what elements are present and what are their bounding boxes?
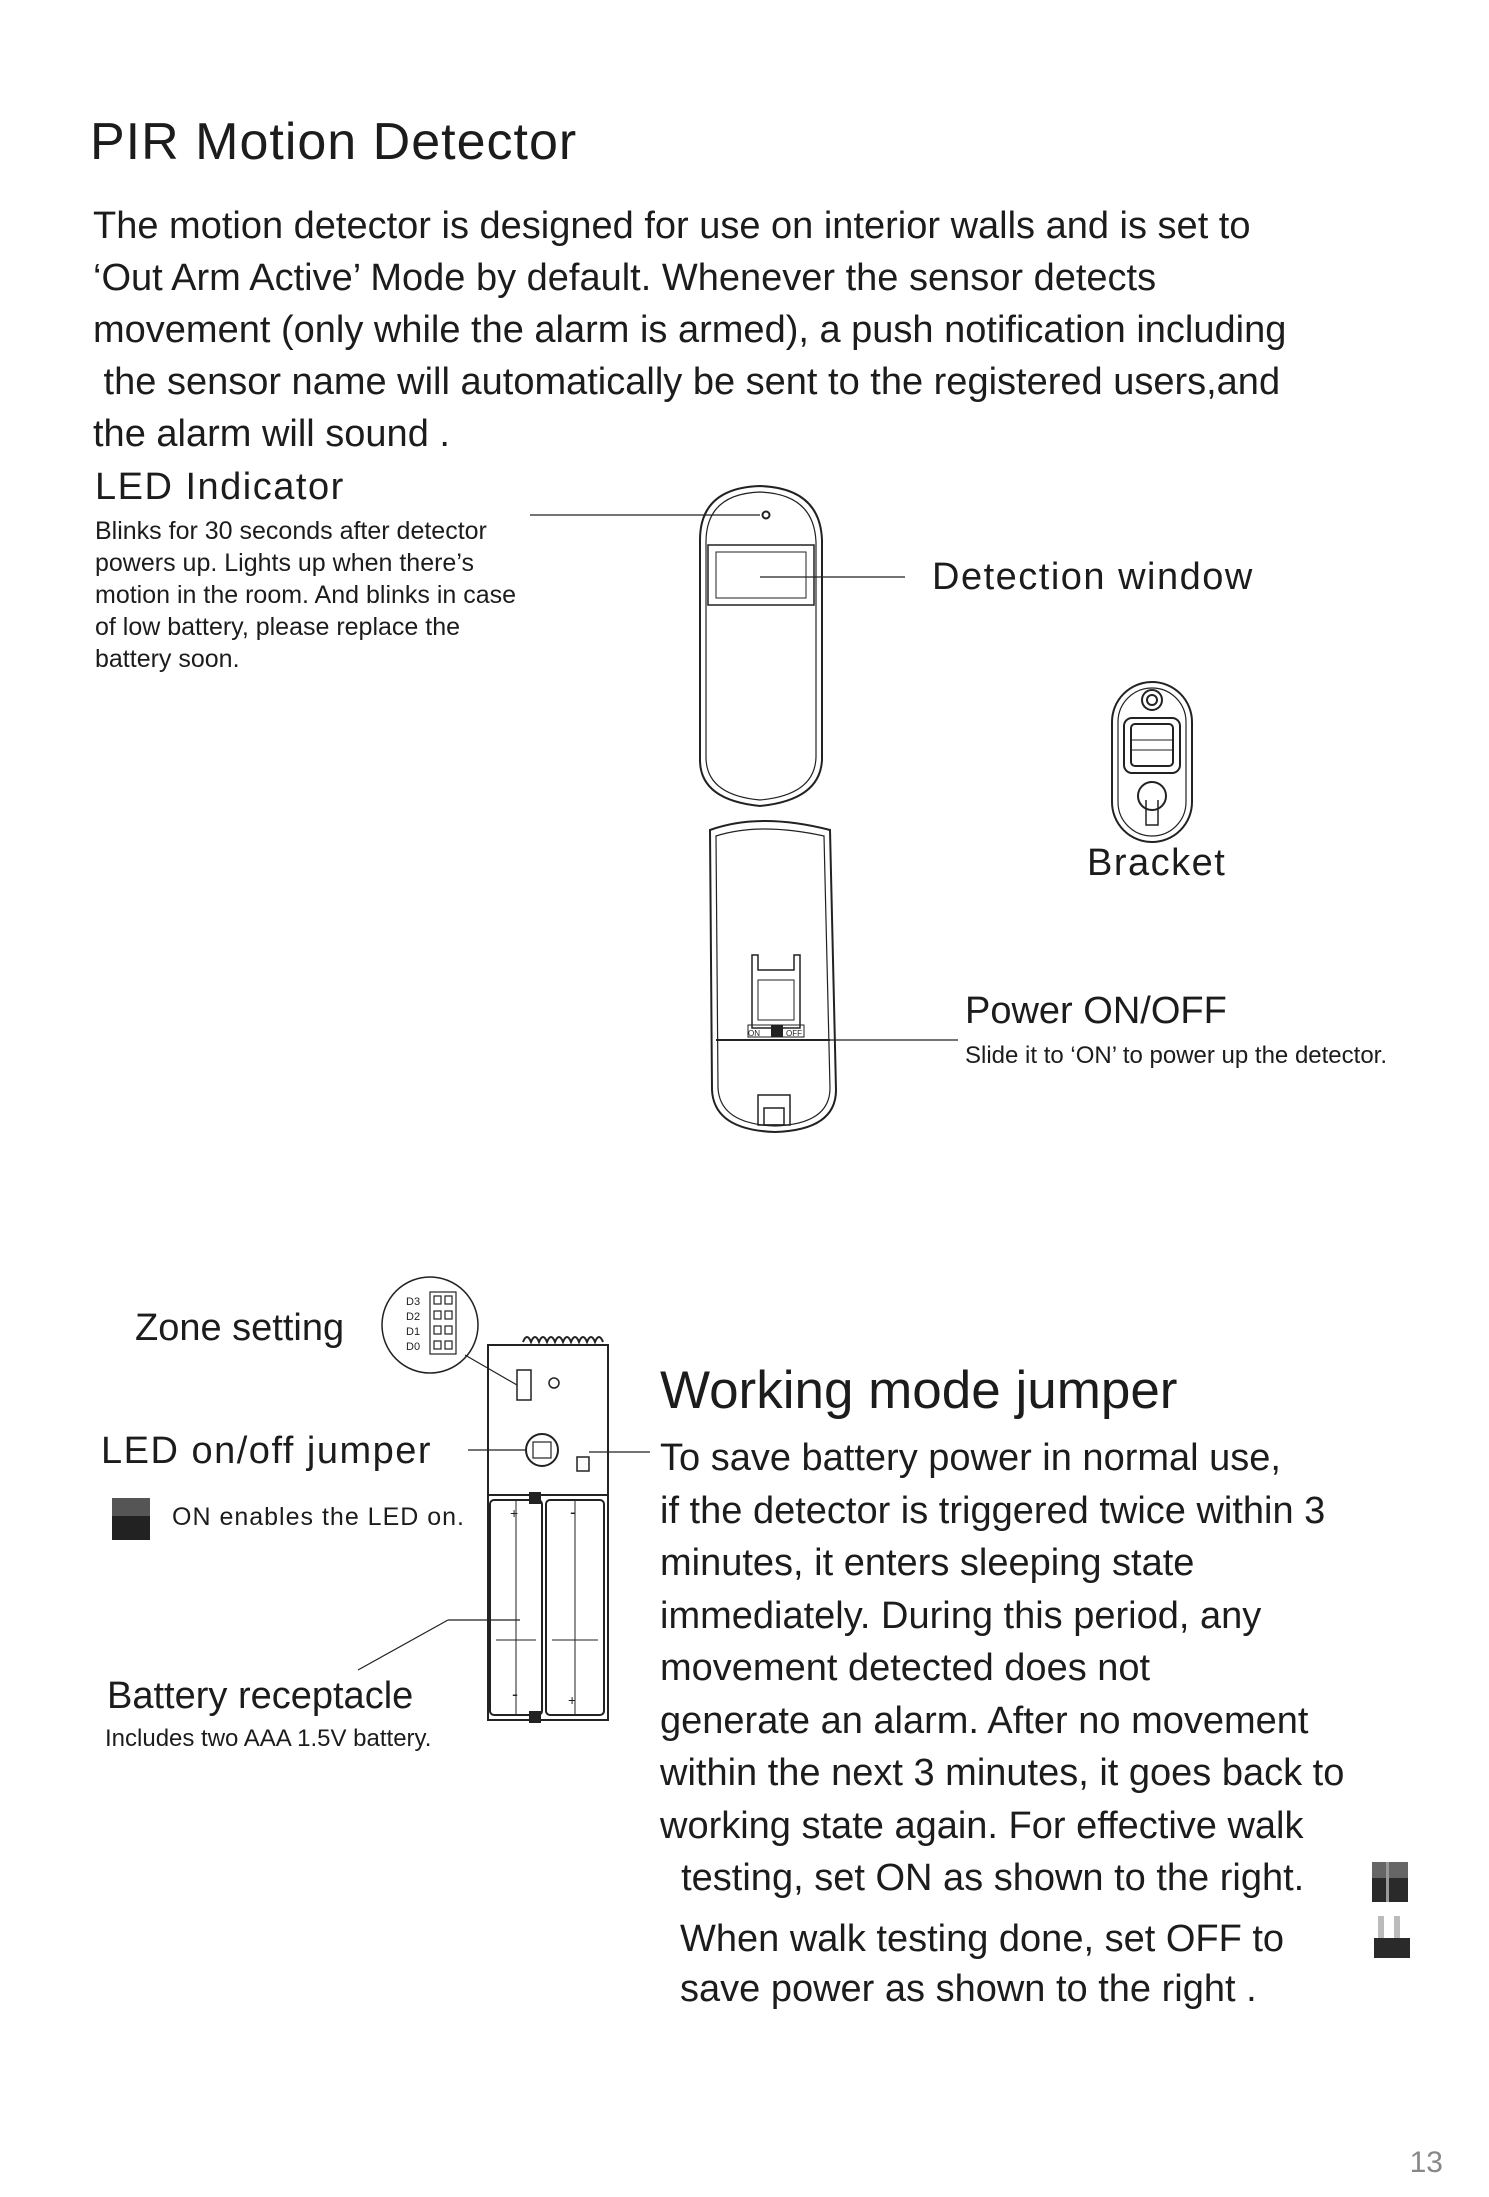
led-jumper-title: LED on/off jumper xyxy=(101,1430,433,1472)
working-mode-off-line: save power as shown to the right . xyxy=(680,1968,1257,2010)
led-indicator-dot xyxy=(763,512,770,519)
working-mode-line: immediately. During this period, any xyxy=(660,1594,1262,1637)
battery-plus: + xyxy=(510,1505,519,1521)
working-mode-line: movement detected does not xyxy=(660,1647,1151,1689)
detection-window-label: Detection window xyxy=(932,556,1254,598)
page-number: 13 xyxy=(1409,2146,1443,2179)
working-mode-line: within the next 3 minutes, it goes back to xyxy=(660,1752,1345,1794)
working-mode-line: To save battery power in normal use, xyxy=(660,1437,1281,1479)
detector-back-body xyxy=(710,821,836,1132)
working-mode-off-line: When walk testing done, set OFF to xyxy=(680,1918,1285,1960)
working-mode-line: generate an alarm. After no movement xyxy=(660,1699,1309,1742)
zone-code: D2 xyxy=(406,1311,421,1323)
battery-receptacle-title: Battery receptacle xyxy=(107,1675,414,1717)
zone-code: D3 xyxy=(406,1296,421,1308)
working-mode-body xyxy=(660,1432,1420,1905)
leader-line xyxy=(358,1620,448,1670)
intro-line: The motion detector is designed for use on interior walls and is set to xyxy=(93,205,1251,247)
intro-line: movement (only while the alarm is armed), a push notification including xyxy=(93,309,1287,351)
leader-line xyxy=(465,1355,517,1385)
working-mode-off-text xyxy=(680,1914,1284,2014)
intro-line: the sensor name will automatically be sent to the registered users,and xyxy=(93,361,1281,403)
battery-plus: + xyxy=(568,1692,577,1708)
jumper-off-icon xyxy=(1374,1916,1410,1958)
zone-code: D1 xyxy=(406,1326,421,1338)
power-switch-desc: Slide it to ‘ON’ to power up the detector. xyxy=(965,1042,1388,1069)
battery-minus: - xyxy=(570,1502,576,1522)
intro-line: the alarm will sound . xyxy=(93,413,450,455)
zone-code: D0 xyxy=(406,1341,421,1353)
led-jumper-desc: ON enables the LED on. xyxy=(172,1503,465,1531)
working-mode-title: Working mode jumper xyxy=(660,1361,1178,1420)
led-indicator-title: LED Indicator xyxy=(95,466,345,508)
pcb-board xyxy=(488,1337,608,1722)
bracket-shape xyxy=(1112,682,1192,842)
switch-on-text: ON xyxy=(748,1029,760,1038)
detector-front-body xyxy=(700,486,822,806)
battery-minus: - xyxy=(512,1684,518,1704)
jumper-on-icon xyxy=(112,1498,150,1540)
page-title: PIR Motion Detector xyxy=(90,113,578,171)
working-mode-line: working state again. For effective walk xyxy=(660,1804,1304,1847)
bracket-label: Bracket xyxy=(1087,842,1227,884)
working-mode-line: minutes, it enters sleeping state xyxy=(660,1542,1195,1584)
led-indicator-desc: Blinks for 30 seconds after detector powers up. Lights up when there’s motion in the room. And blinks in case of low battery, please replace the battery soon. xyxy=(95,517,517,673)
battery-receptacle-desc: Includes two AAA 1.5V battery. xyxy=(105,1725,432,1752)
working-mode-line: if the detector is triggered twice within 3 xyxy=(660,1489,1326,1532)
switch-off-text: OFF xyxy=(786,1029,802,1038)
detection-window-shape xyxy=(708,545,814,605)
intro-line: ‘Out Arm Active’ Mode by default. Whenever the sensor detects xyxy=(93,257,1157,299)
zone-setting-label: Zone setting xyxy=(135,1307,345,1349)
working-mode-line: testing, set ON as shown to the right. xyxy=(660,1857,1305,1899)
power-switch-title: Power ON/OFF xyxy=(965,990,1227,1032)
